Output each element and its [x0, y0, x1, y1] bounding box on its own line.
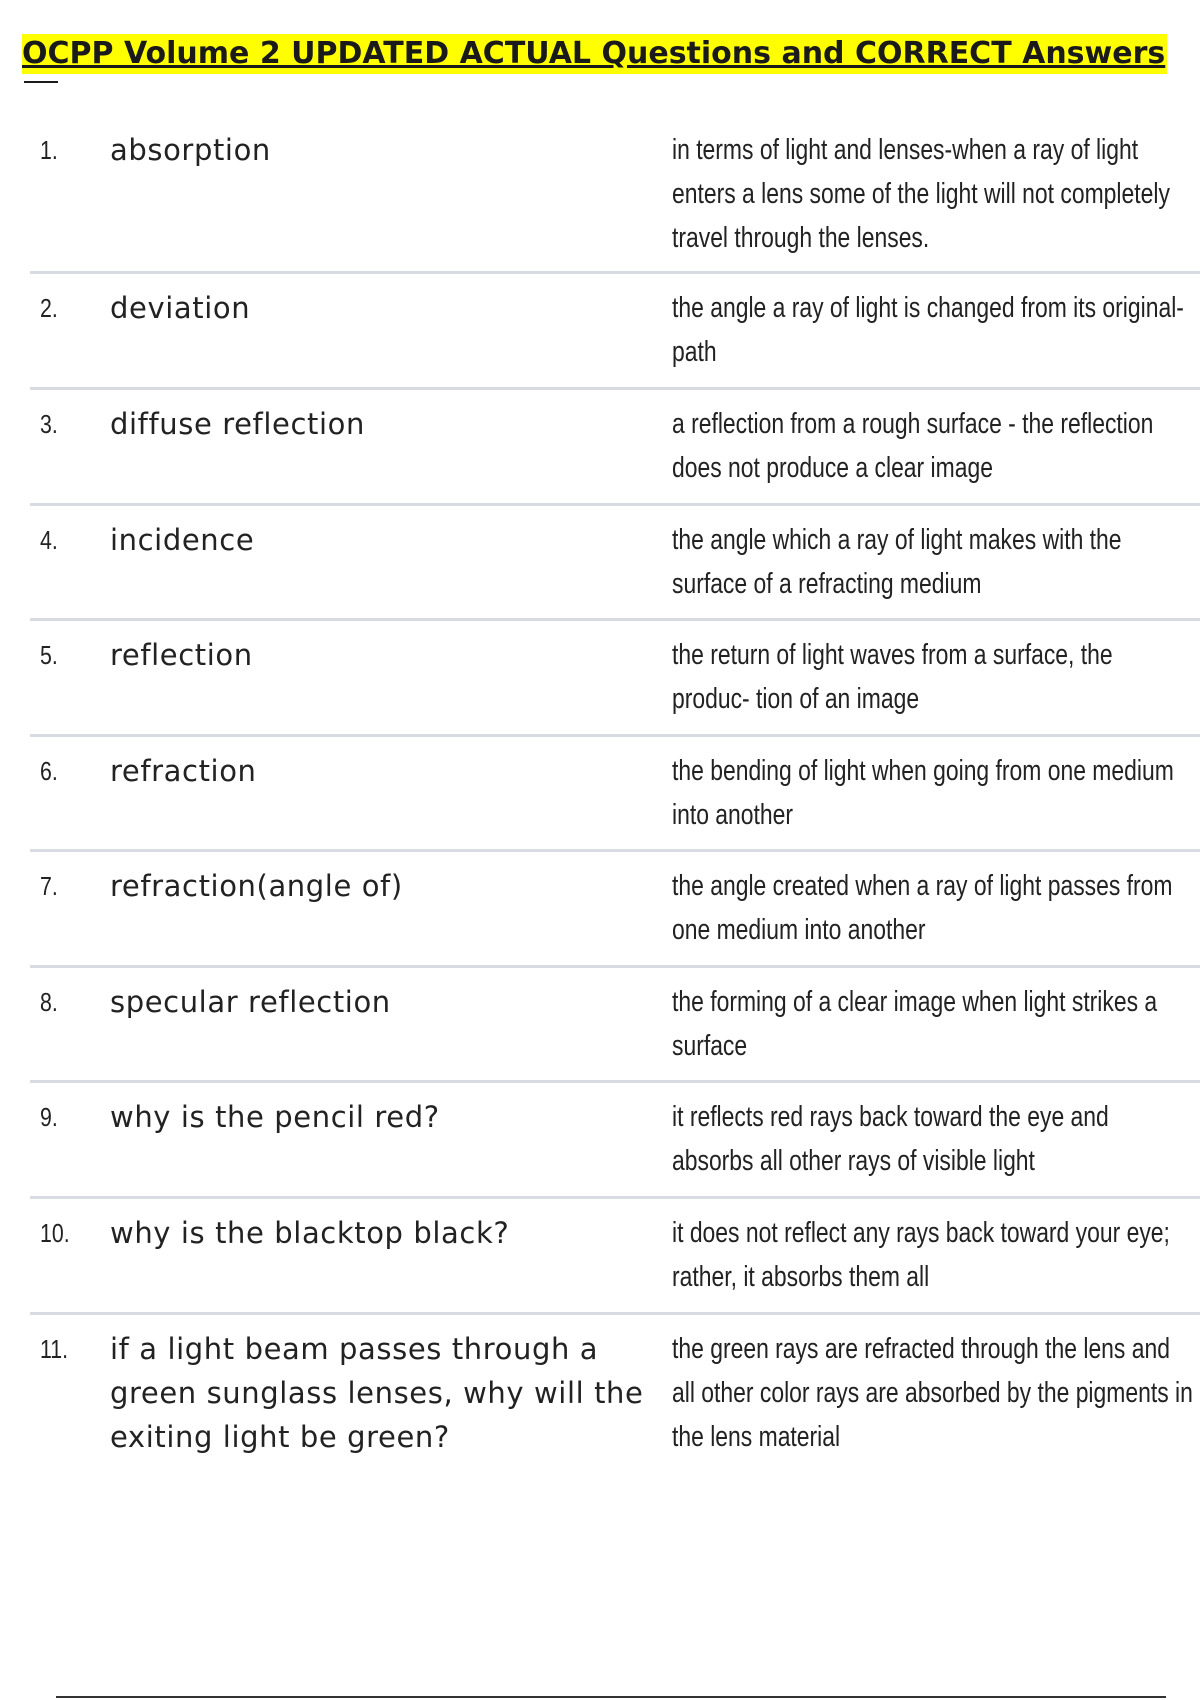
- item-definition: in terms of light and lenses-when a ray of light enters a lens some of the light will not completely travel through the lenses.: [672, 134, 1170, 254]
- item-definition: the angle which a ray of light makes with the surface of a refracting medium: [672, 524, 1122, 600]
- item-number: 8.: [40, 987, 58, 1017]
- item-definition: the return of light waves from a surface, the produc- tion of an image: [672, 639, 1113, 715]
- qa-row: [30, 852, 1200, 968]
- item-term: specular reflection: [110, 985, 391, 1019]
- title-dash: [24, 81, 58, 83]
- qa-list: [30, 116, 1200, 1485]
- item-number: 10.: [40, 1218, 70, 1248]
- item-definition: the bending of light when going from one medium into another: [672, 755, 1174, 831]
- item-definition: a reflection from a rough surface - the reflection does not produce a clear image: [672, 408, 1154, 484]
- qa-row: [30, 390, 1200, 506]
- item-term: deviation: [110, 291, 251, 325]
- item-term: if a light beam passes through a green sunglass lenses, why will the exiting light be green?: [110, 1332, 644, 1454]
- item-definition: the forming of a clear image when light strikes a surface: [672, 986, 1158, 1062]
- item-number: 3.: [40, 409, 58, 439]
- qa-row: [30, 506, 1200, 621]
- qa-row: [30, 274, 1200, 390]
- item-number: 5.: [40, 640, 58, 670]
- qa-row: [30, 968, 1200, 1083]
- qa-row: [30, 1315, 1200, 1485]
- qa-row: [30, 737, 1200, 852]
- document-title: OCPP Volume 2 UPDATED ACTUAL Questions and CORRECT Answers: [22, 34, 1167, 74]
- item-definition: it does not reflect any rays back toward your eye; rather, it absorbs them all: [672, 1217, 1170, 1293]
- item-number: 9.: [40, 1102, 58, 1132]
- item-number: 2.: [40, 293, 58, 323]
- qa-row: [30, 621, 1200, 737]
- item-term: refraction(angle of): [110, 869, 403, 903]
- item-number: 7.: [40, 871, 58, 901]
- item-term: absorption: [110, 133, 271, 167]
- item-term: refraction: [110, 754, 257, 788]
- item-number: 4.: [40, 525, 58, 555]
- title-block: [22, 34, 1166, 74]
- qa-row: [30, 1199, 1200, 1315]
- item-definition: the green rays are refracted through the lens and all other color rays are absorbed by the pigments in the lens material: [672, 1333, 1193, 1453]
- item-term: why is the pencil red?: [110, 1100, 440, 1134]
- item-number: 11.: [40, 1334, 69, 1364]
- item-definition: the angle created when a ray of light passes from one medium into another: [672, 870, 1173, 946]
- item-definition: it reflects red rays back toward the eye and absorbs all other rays of visible light: [672, 1101, 1109, 1177]
- item-term: reflection: [110, 638, 253, 672]
- item-term: incidence: [110, 523, 255, 557]
- qa-row: [30, 116, 1200, 274]
- footer-rule: [56, 1696, 1166, 1698]
- item-number: 6.: [40, 756, 58, 786]
- item-number: 1.: [40, 135, 58, 165]
- qa-row: [30, 1083, 1200, 1199]
- item-term: why is the blacktop black?: [110, 1216, 510, 1250]
- item-term: diffuse reflection: [110, 407, 365, 441]
- item-definition: the angle a ray of light is changed from its original- path: [672, 292, 1184, 368]
